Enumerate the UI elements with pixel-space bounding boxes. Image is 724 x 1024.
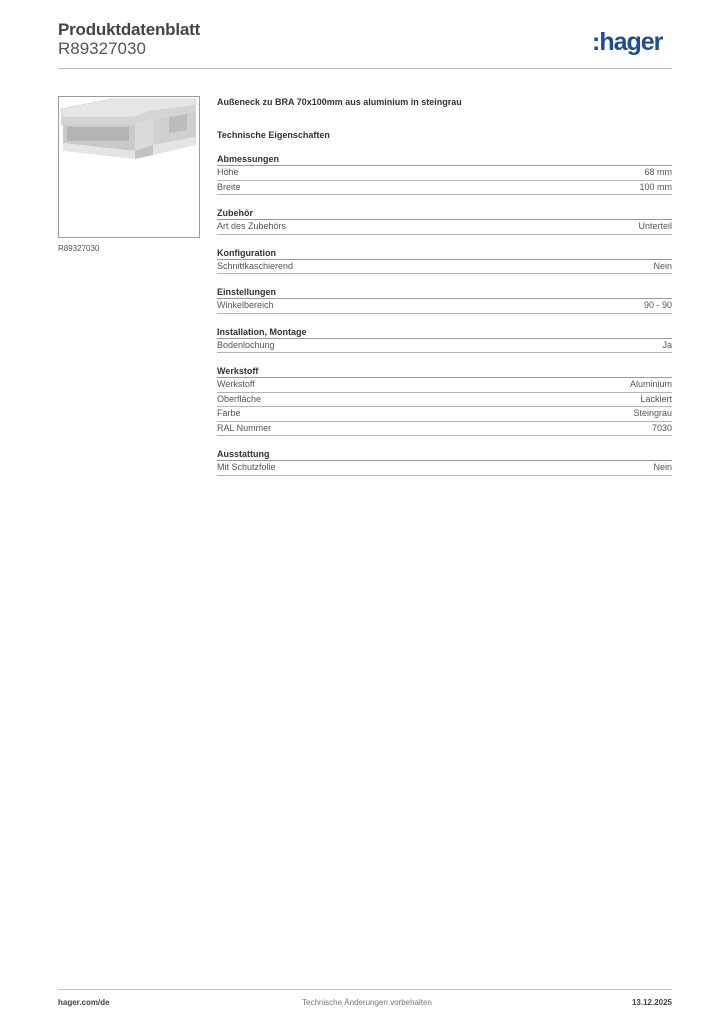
spec-row: [217, 378, 672, 393]
spec-row: [217, 407, 672, 422]
spec-label: Mit Schutzfolie: [217, 462, 276, 472]
spec-label: Breite: [217, 181, 241, 192]
spec-row: [217, 260, 672, 275]
spec-label: Bodenlochung: [217, 339, 275, 350]
technical-properties-heading: Technische Eigenschaften: [217, 130, 330, 140]
spec-value: Ja: [662, 339, 672, 350]
hager-logo: :hager: [592, 28, 663, 56]
product-title: Außeneck zu BRA 70x100mm aus aluminium in steingrau: [217, 97, 462, 107]
spec-row: [217, 393, 672, 408]
corner-duct-photo-icon: [59, 97, 199, 237]
spec-label: Art des Zubehörs: [217, 221, 287, 231]
spec-content: [217, 96, 672, 476]
section-title: Einstellungen: [217, 286, 672, 299]
spec-section-werkstoff: [217, 365, 672, 436]
spec-label: Farbe: [217, 408, 241, 418]
product-image: [58, 96, 200, 238]
spec-section-einstellungen: [217, 286, 672, 314]
spec-value: 7030: [651, 422, 672, 433]
footer-date: 13.12.2025: [631, 998, 672, 1007]
section-title: Installation, Montage: [217, 326, 672, 339]
spec-section-ausstattung: [217, 448, 672, 476]
spec-row: [217, 299, 672, 314]
spec-row: [217, 166, 672, 181]
spec-label: Oberfläche: [217, 393, 262, 404]
spec-label: Höhe: [217, 167, 239, 177]
spec-row: [217, 220, 672, 235]
spec-value: 68 mm: [644, 167, 672, 177]
article-number: R89327030: [58, 39, 146, 58]
section-title: Zubehör: [217, 207, 672, 220]
spec-row: [217, 181, 672, 196]
header-divider: [58, 68, 672, 69]
section-title: Abmessungen: [217, 153, 672, 166]
footer-disclaimer: Technische Änderungen vorbehalten: [302, 998, 432, 1007]
spec-value: 90 - 90: [643, 300, 672, 310]
spec-section-installation: [217, 326, 672, 354]
footer-website-link[interactable]: hager.com/de: [58, 998, 110, 1007]
spec-label: Winkelbereich: [217, 300, 274, 310]
section-title: Werkstoff: [217, 365, 672, 378]
spec-value: Steingrau: [633, 408, 672, 418]
spec-label: Werkstoff: [217, 379, 255, 389]
spec-label: Schnittkaschierend: [217, 260, 294, 271]
image-caption: R89327030: [58, 244, 100, 253]
spec-row: [217, 339, 672, 354]
spec-row: [217, 422, 672, 437]
spec-value: Lackiert: [640, 393, 672, 404]
spec-value: Nein: [653, 462, 672, 472]
spec-value: Aluminium: [629, 379, 672, 389]
section-title: Konfiguration: [217, 247, 672, 260]
spec-row: [217, 461, 672, 476]
spec-value: 100 mm: [639, 181, 672, 192]
spec-label: RAL Nummer: [217, 422, 272, 433]
page-title: Produktdatenblatt: [58, 20, 201, 39]
spec-value: Nein: [653, 260, 672, 271]
spec-section-zubehoer: [217, 207, 672, 235]
spec-section-abmessungen: [217, 153, 672, 195]
footer-divider: [58, 989, 672, 990]
spec-section-konfiguration: [217, 247, 672, 275]
spec-value: Unterteil: [638, 221, 672, 231]
section-title: Ausstattung: [217, 448, 672, 461]
